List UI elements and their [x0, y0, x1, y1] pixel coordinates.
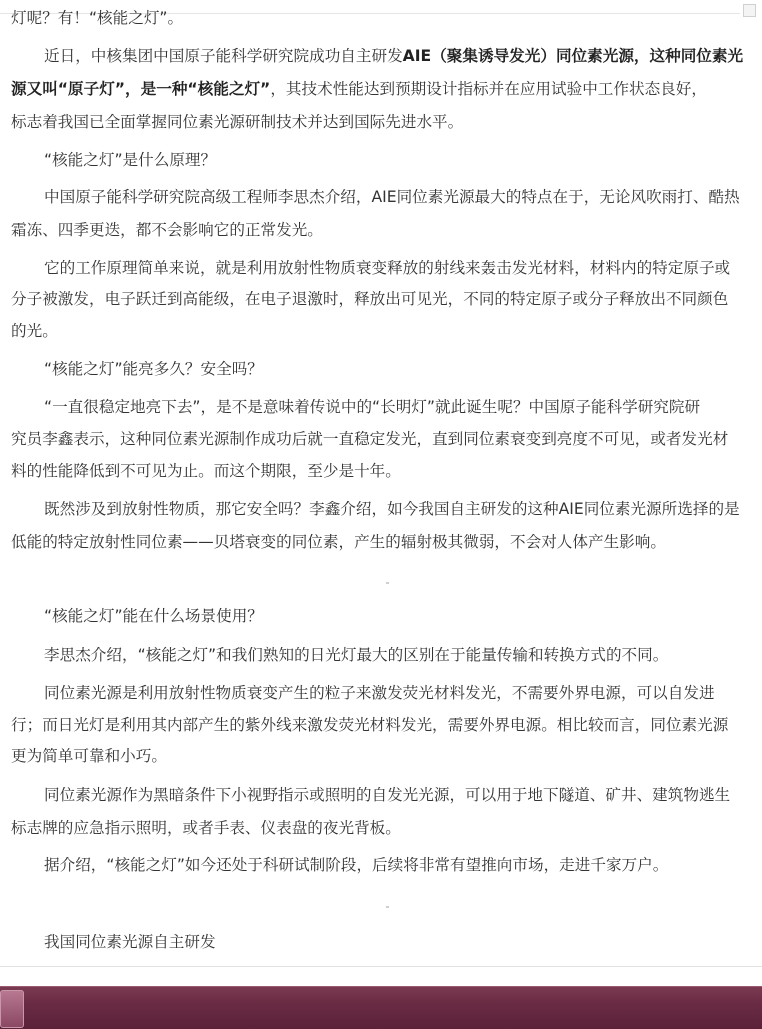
paragraph-line: 中国原子能科学研究院高级工程师李思杰介绍，AIE同位素光源最大的特点在于，无论风吹雨打、酷热	[44, 188, 740, 206]
taskbar	[0, 986, 762, 1029]
paragraph-line: 同位素光源是利用放射性物质衰变产生的粒子来激发荧光材料发光，不需要外界电源，可以自发进	[44, 684, 715, 702]
paragraph-line: 料的性能降低到不可见为止。而这个期限，至少是十年。	[11, 462, 401, 480]
paragraph-line: 它的工作原理简单来说，就是利用放射性物质衰变释放的射线来轰击发光材料，材料内的特定原子或	[44, 259, 731, 277]
paragraph-line: 据介绍，“核能之灯”如今还处于科研试制阶段，后续将非常有望推向市场，走进千家万户。	[44, 856, 669, 874]
section-heading: 我国同位素光源自主研发	[44, 933, 216, 951]
paragraph-line: 标志牌的应急指示照明，或者手表、仪表盘的夜光背板。	[11, 819, 401, 837]
paragraph-line: 源又叫“原子灯”，是一种“核能之灯”，其技术性能达到预期设计指标并在应用试验中工作状态良好，	[11, 80, 707, 98]
paragraph-line: 究员李鑫表示，这种同位素光源制作成功后就一直稳定发光，直到同位素衰变到亮度不可见，或者发光材	[11, 430, 729, 448]
paragraph-line: 分子被激发，电子跃迁到高能级，在电子退激时，释放出可见光，不同的特定原子或分子释放出不同颜色	[11, 290, 729, 308]
section-heading: “核能之灯”是什么原理？	[44, 151, 217, 169]
paragraph-line: 霜冻、四季更迭，都不会影响它的正常发光。	[11, 221, 323, 239]
paragraph-line: 灯呢？有！“核能之灯”。	[11, 9, 184, 27]
start-button-icon[interactable]	[0, 990, 24, 1028]
image-placeholder	[386, 582, 389, 584]
paragraph-line: 李思杰介绍，“核能之灯”和我们熟知的日光灯最大的区别在于能量传输和转换方式的不同。	[44, 646, 669, 664]
paragraph-line: 标志着我国已全面掌握同位素光源研制技术并达到国际先进水平。	[11, 113, 464, 131]
paragraph-line: 近日，中核集团中国原子能科学研究院成功自主研发AIE（聚集诱导发光）同位素光源，这种同位素光	[44, 47, 744, 65]
paragraph-line: 同位素光源作为黑暗条件下小视野指示或照明的自发光光源，可以用于地下隧道、矿井、建筑物逃生	[44, 786, 731, 804]
section-heading: “核能之灯”能在什么场景使用？	[44, 607, 263, 625]
paragraph-line: 既然涉及到放射性物质，那它安全吗？李鑫介绍，如今我国自主研发的这种AIE同位素光源所选择的是	[44, 500, 740, 518]
paragraph-line: 的光。	[11, 322, 58, 340]
paragraph-line: 低能的特定放射性同位素——贝塔衰变的同位素，产生的辐射极其微弱，不会对人体产生影响。	[11, 533, 666, 551]
image-placeholder	[386, 906, 389, 908]
paragraph-line: “一直很稳定地亮下去”，是不是意味着传说中的“长明灯”就此诞生呢？中国原子能科学研究院研	[44, 398, 701, 416]
bottom-divider	[0, 966, 762, 967]
paragraph-line: 更为简单可靠和小巧。	[11, 747, 167, 765]
paragraph-line: 行；而日光灯是利用其内部产生的紫外线来激发荧光材料发光，需要外界电源。相比较而言，同位素光源	[11, 716, 729, 734]
section-heading: “核能之灯”能亮多久？安全吗？	[44, 360, 263, 378]
